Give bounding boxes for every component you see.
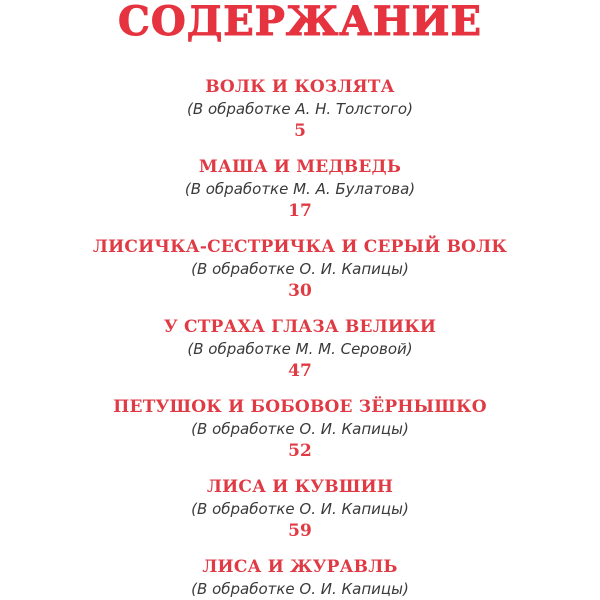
entry-title: ЛИСА И ЖУРАВЛЬ <box>202 557 398 577</box>
entry-page-number: 47 <box>288 361 312 381</box>
toc-entry[interactable] <box>0 476 600 542</box>
entry-title: ПЕТУШОК И БОБОВОЕ ЗЁРНЫШКО <box>113 397 487 417</box>
entry-title: У СТРАХА ГЛАЗА ВЕЛИКИ <box>163 317 437 337</box>
entry-title: ВОЛК И КОЗЛЯТА <box>205 77 395 97</box>
page-title: СОДЕРЖАНИЕ <box>118 0 482 45</box>
entry-subtitle: (В обработке М. А. Булатова) <box>184 180 416 198</box>
entry-page-number: 52 <box>288 441 312 461</box>
entry-title: ЛИСА И КУВШИН <box>206 477 394 497</box>
entry-page-number: 5 <box>294 121 306 141</box>
toc-entry[interactable] <box>0 396 600 462</box>
toc-entry[interactable] <box>0 316 600 382</box>
entry-subtitle: (В обработке О. И. Капицы) <box>191 580 409 598</box>
entry-subtitle: (В обработке О. И. Капицы) <box>191 420 409 438</box>
entry-subtitle: (В обработке О. И. Капицы) <box>191 260 409 278</box>
entry-title: ЛИСИЧКА-СЕСТРИЧКА И СЕРЫЙ ВОЛК <box>92 237 508 257</box>
entry-subtitle: (В обработке О. И. Капицы) <box>191 500 409 518</box>
toc-entry[interactable] <box>0 556 600 600</box>
entry-page-number: 30 <box>288 281 312 301</box>
toc-entry[interactable] <box>0 156 600 222</box>
toc-entry[interactable] <box>0 76 600 142</box>
entry-subtitle: (В обработке М. М. Серовой) <box>187 340 413 358</box>
toc-entry[interactable] <box>0 236 600 302</box>
entry-subtitle: (В обработке А. Н. Толстого) <box>187 100 413 118</box>
entry-title: МАША И МЕДВЕДЬ <box>198 157 402 177</box>
entry-page-number: 59 <box>288 521 312 541</box>
entry-page-number: 17 <box>288 201 312 221</box>
